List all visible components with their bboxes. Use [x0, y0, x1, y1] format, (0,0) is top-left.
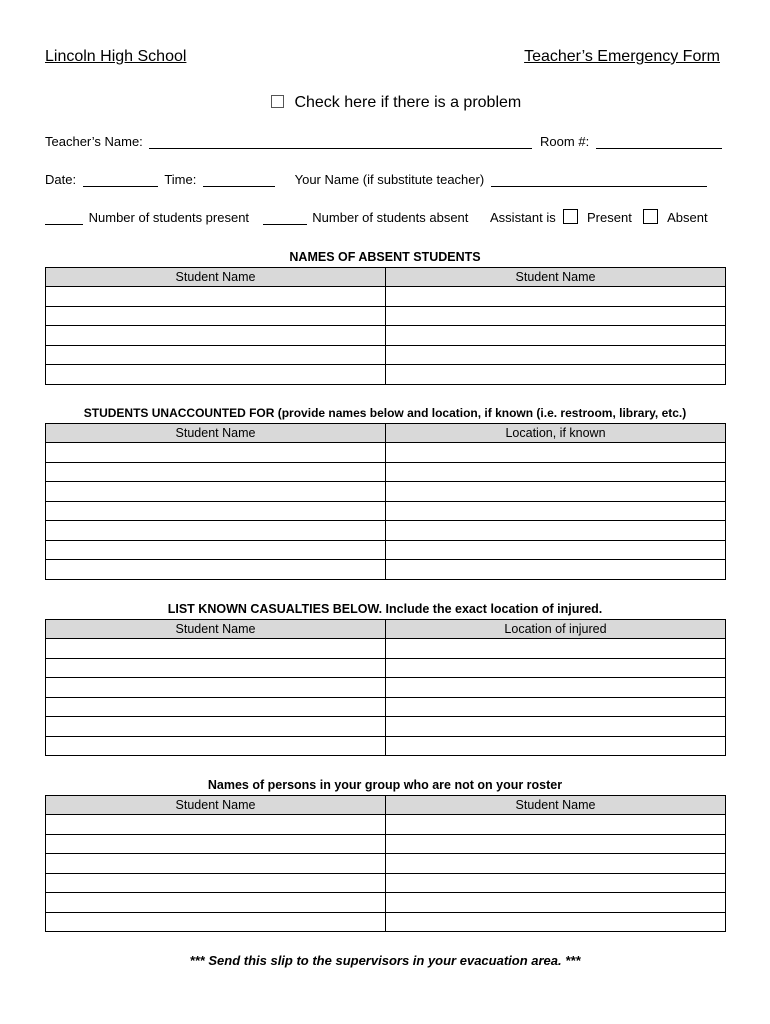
assistant-label: Assistant is	[490, 210, 556, 225]
date-label: Date:	[45, 172, 77, 187]
assistant-present-checkbox[interactable]	[563, 209, 578, 224]
name-cell[interactable]	[46, 540, 386, 560]
not-on-roster-table	[45, 795, 726, 932]
second-cell[interactable]	[386, 834, 726, 854]
date-time-row	[45, 172, 707, 187]
second-cell[interactable]	[386, 854, 726, 874]
room-label: Room #:	[540, 134, 590, 149]
table-row	[46, 893, 726, 913]
absent-count-field[interactable]	[263, 210, 307, 225]
your-name-field[interactable]	[491, 172, 707, 187]
column-header: Student Name	[46, 424, 386, 443]
table-row	[46, 854, 726, 874]
second-cell[interactable]	[386, 287, 726, 307]
absent-count-label: Number of students absent	[312, 210, 469, 225]
table-row	[46, 736, 726, 756]
table-row	[46, 462, 726, 482]
table-row	[46, 912, 726, 932]
table-row	[46, 521, 726, 541]
name-cell[interactable]	[46, 482, 386, 502]
casualties-title: LIST KNOWN CASUALTIES BELOW. Include the exact location of injured.	[167, 602, 603, 616]
date-field[interactable]	[83, 172, 158, 187]
absent-students-table	[45, 267, 726, 385]
name-cell[interactable]	[46, 287, 386, 307]
second-cell[interactable]	[386, 306, 726, 326]
table-row	[46, 540, 726, 560]
present-count-field[interactable]	[45, 210, 83, 225]
table-row	[46, 815, 726, 835]
absent-students-title: NAMES OF ABSENT STUDENTS	[289, 250, 481, 264]
second-cell[interactable]	[386, 815, 726, 835]
name-cell[interactable]	[46, 306, 386, 326]
column-header: Student Name	[46, 620, 386, 639]
name-cell[interactable]	[46, 326, 386, 346]
second-cell[interactable]	[386, 345, 726, 365]
second-cell[interactable]	[386, 462, 726, 482]
second-cell[interactable]	[386, 639, 726, 659]
name-cell[interactable]	[46, 443, 386, 463]
table-row	[46, 717, 726, 737]
second-cell[interactable]	[386, 326, 726, 346]
column-header: Student Name	[46, 268, 386, 287]
table-row	[46, 697, 726, 717]
second-cell[interactable]	[386, 873, 726, 893]
table-row	[46, 658, 726, 678]
assistant-absent-label: Absent	[667, 210, 708, 225]
column-header: Location, if known	[386, 424, 726, 443]
second-cell[interactable]	[386, 560, 726, 580]
second-cell[interactable]	[386, 717, 726, 737]
name-cell[interactable]	[46, 717, 386, 737]
second-cell[interactable]	[386, 501, 726, 521]
second-cell[interactable]	[386, 678, 726, 698]
problem-check-label: Check here if there is a problem	[294, 94, 522, 111]
name-cell[interactable]	[46, 815, 386, 835]
table-row	[46, 678, 726, 698]
name-cell[interactable]	[46, 697, 386, 717]
table-row	[46, 501, 726, 521]
problem-checkbox[interactable]	[271, 95, 284, 108]
column-header: Location of injured	[386, 620, 726, 639]
table-row	[46, 834, 726, 854]
your-name-label: Your Name (if substitute teacher)	[294, 172, 485, 187]
table-row	[46, 326, 726, 346]
name-cell[interactable]	[46, 639, 386, 659]
not-on-roster-title: Names of persons in your group who are not on your roster	[207, 778, 563, 792]
table-row	[46, 482, 726, 502]
second-cell[interactable]	[386, 912, 726, 932]
table-row	[46, 639, 726, 659]
name-cell[interactable]	[46, 462, 386, 482]
second-cell[interactable]	[386, 736, 726, 756]
second-cell[interactable]	[386, 540, 726, 560]
name-cell[interactable]	[46, 873, 386, 893]
name-cell[interactable]	[46, 345, 386, 365]
name-cell[interactable]	[46, 834, 386, 854]
unaccounted-table	[45, 423, 726, 580]
name-cell[interactable]	[46, 854, 386, 874]
second-cell[interactable]	[386, 443, 726, 463]
room-field[interactable]	[596, 134, 722, 149]
name-cell[interactable]	[46, 560, 386, 580]
present-count-label: Number of students present	[88, 210, 250, 225]
time-field[interactable]	[203, 172, 275, 187]
teacher-name-field[interactable]	[149, 134, 532, 149]
unaccounted-title: STUDENTS UNACCOUNTED FOR (provide names below and location, if known (i.e. restroom, library, etc.)	[83, 406, 687, 420]
second-cell[interactable]	[386, 893, 726, 913]
form-title: Teacher’s Emergency Form	[524, 48, 720, 65]
teacher-name-row	[45, 134, 722, 149]
name-cell[interactable]	[46, 893, 386, 913]
second-cell[interactable]	[386, 521, 726, 541]
table-row	[46, 560, 726, 580]
name-cell[interactable]	[46, 365, 386, 385]
time-label: Time:	[164, 172, 197, 187]
name-cell[interactable]	[46, 736, 386, 756]
table-row	[46, 365, 726, 385]
second-cell[interactable]	[386, 658, 726, 678]
column-header: Student Name	[386, 796, 726, 815]
second-cell[interactable]	[386, 365, 726, 385]
table-row	[46, 287, 726, 307]
teacher-name-label: Teacher’s Name:	[45, 134, 143, 149]
name-cell[interactable]	[46, 501, 386, 521]
casualties-table	[45, 619, 726, 756]
second-cell[interactable]	[386, 482, 726, 502]
column-header: Student Name	[386, 268, 726, 287]
table-row	[46, 443, 726, 463]
column-header: Student Name	[46, 796, 386, 815]
name-cell[interactable]	[46, 912, 386, 932]
counts-row	[45, 209, 708, 225]
footer-note: *** Send this slip to the supervisors in your evacuation area. ***	[189, 953, 581, 968]
table-row	[46, 345, 726, 365]
assistant-absent-checkbox[interactable]	[643, 209, 658, 224]
assistant-present-label: Present	[587, 210, 632, 225]
school-name: Lincoln High School	[45, 48, 187, 65]
table-row	[46, 306, 726, 326]
table-row	[46, 873, 726, 893]
name-cell[interactable]	[46, 678, 386, 698]
name-cell[interactable]	[46, 658, 386, 678]
name-cell[interactable]	[46, 521, 386, 541]
problem-check-row	[271, 94, 521, 112]
second-cell[interactable]	[386, 697, 726, 717]
